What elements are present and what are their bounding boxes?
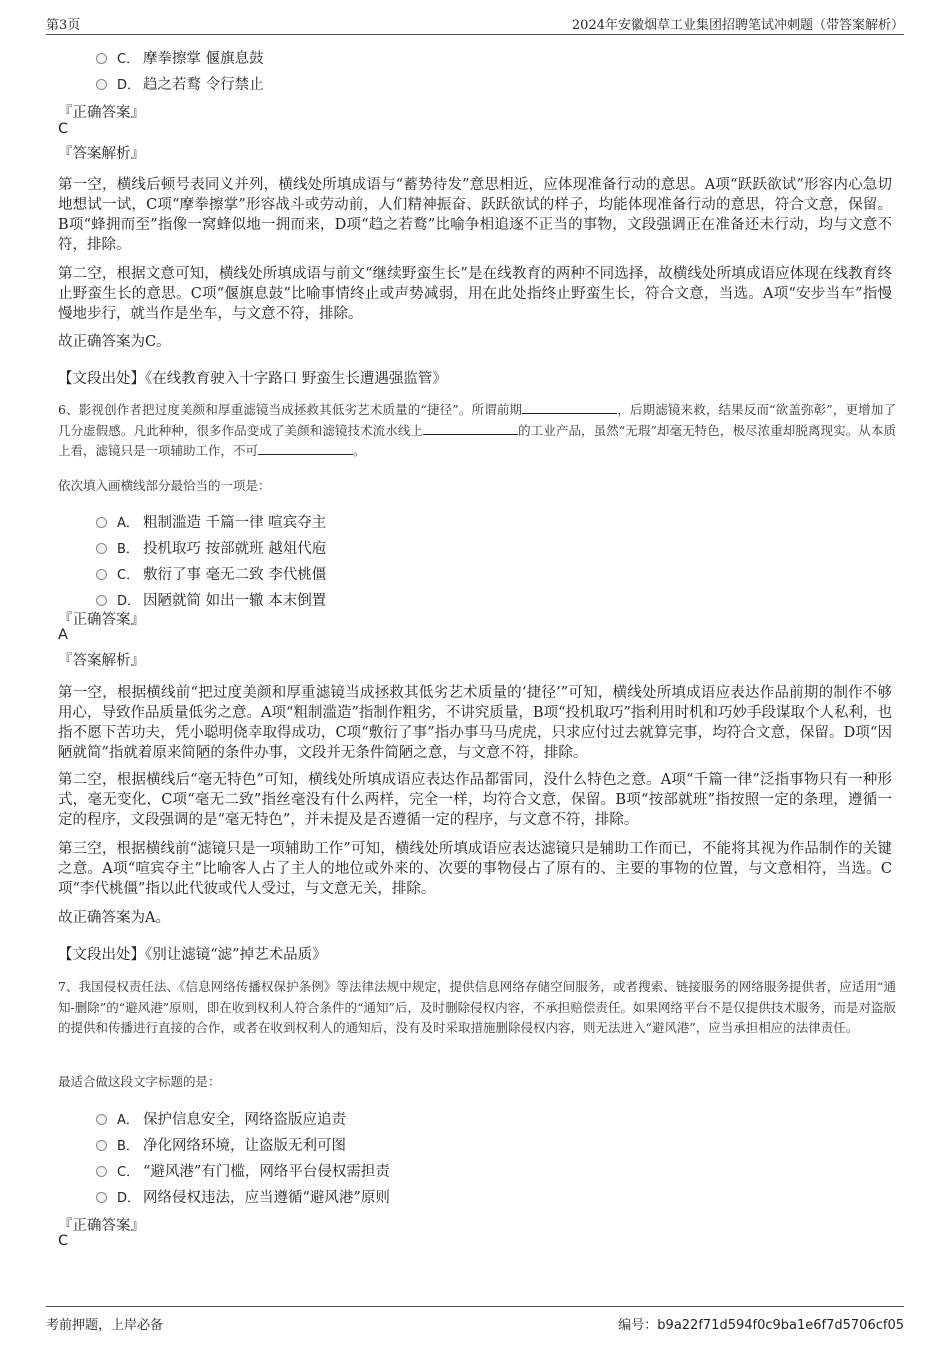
q7-options xyxy=(96,1108,390,1212)
radio-icon[interactable] xyxy=(96,1166,107,1177)
q6-source: 【文段出处】《别让滤镜“滤”掉艺术品质》 xyxy=(58,947,327,963)
q7-option-b[interactable]: B． 净化网络环境，让盗版无利可图 xyxy=(96,1134,390,1160)
page-number: 第3页 xyxy=(46,18,81,33)
q5-analysis-label: 『答案解析』 xyxy=(58,146,145,162)
answer-blank xyxy=(258,442,353,455)
q6-option-d[interactable]: D． 因陋就简 如出一辙 本末倒置 xyxy=(96,589,326,615)
q6-analysis-paragraph: 第一空，根据横线前“把过度美颜和厚重滤镜当成拯救其低劣艺术质量的‘捷径’”可知，横线处所填成语应表达作品前期的制作不够用心，导致作品质量低劣之意。A项“粗制滥造”指制作粗劣，不讲究质量，B项“投机取巧”指利用时机和巧妙手段谋取个人私利，也指不愿下苦功夫，凭小聪明侥幸取得成功，C项“敷衍了事”指办事马马虎虎，只求应付过去就算完事，均符合文意，保留。D项“因陋就简”指就着原来简陋的条件办事，文段并无条件简陋之意，与文意不符，排除。 xyxy=(58,685,892,761)
q7-answer-label: 『正确答案』 xyxy=(58,1218,145,1234)
document-code: 编号：b9a22f71d594f0c9ba1e6f7d5706cf05 xyxy=(618,1318,904,1333)
q7-option-d[interactable]: D． 网络侵权违法，应当遵循“避风港”原则 xyxy=(96,1186,390,1212)
q5-options xyxy=(96,47,264,99)
radio-icon[interactable] xyxy=(96,1140,107,1151)
radio-icon[interactable] xyxy=(96,595,107,606)
q5-option-d[interactable]: D． 趋之若鹜 令行禁止 xyxy=(96,73,264,99)
radio-icon[interactable] xyxy=(96,569,107,580)
q6-analysis-paragraph: 第三空，根据横线前“滤镜只是一项辅助工作”可知，横线处所填成语应表达滤镜只是辅助工作而已，不能将其视为作品制作的关键之意。A项“喧宾夺主”比喻客人占了主人的地位或外来的、次要的事物侵占了原有的、主要的事物的位置，与文意相符，当选。C项“李代桃僵”指以此代彼或代人受过，与文意无关，排除。 xyxy=(58,841,892,897)
q7-option-a[interactable]: A． 保护信息安全，网络盗版应追责 xyxy=(96,1108,390,1134)
q7-prompt: 最适合做这段文字标题的是： xyxy=(58,1074,221,1089)
footer-slogan: 考前押题，上岸必备 xyxy=(46,1318,164,1333)
q6-option-a[interactable]: A． 粗制滥造 千篇一律 喧宾夺主 xyxy=(96,511,326,537)
radio-icon[interactable] xyxy=(96,1192,107,1203)
q5-conclusion: 故正确答案为C。 xyxy=(58,334,171,350)
radio-icon[interactable] xyxy=(96,517,107,528)
radio-icon[interactable] xyxy=(96,79,107,90)
radio-icon[interactable] xyxy=(96,53,107,64)
q7-answer: C xyxy=(58,1233,69,1249)
q5-analysis-paragraph: 第一空，横线后顿号表同义并列，横线处所填成语与“蓄势待发”意思相近，应体现准备行动的意思。A项“跃跃欲试”形容内心急切地想试一试，C项“摩拳擦掌”形容战斗或劳动前，人们精神振奋、跃跃欲试的样子，均能体现准备行动的意思，符合文意，保留。B项“蜂拥而至”指像一窝蜂似地一拥而来，D项“趋之若鹜”比喻争相追逐不正当的事物，文段强调正在准备还未行动，均与文意不符，排除。 xyxy=(58,177,892,253)
q7-option-c[interactable]: C． “避风港”有门槛，网络平台侵权需担责 xyxy=(96,1160,390,1186)
q5-analysis-paragraph: 第二空，根据文意可知，横线处所填成语与前文“继续野蛮生长”是在线教育的两种不同选择，故横线处所填成语应体现在线教育终止野蛮生长的意思。C项“偃旗息鼓”比喻事情终止或声势减弱，用在此处指终止野蛮生长，符合文意，当选。A项“安步当车”指慢慢地步行，就当作是坐车，与文意不符，排除。 xyxy=(58,266,892,322)
q6-analysis-label: 『答案解析』 xyxy=(58,653,145,669)
page-header xyxy=(46,12,904,35)
q6-option-b[interactable]: B． 投机取巧 按部就班 越俎代庖 xyxy=(96,537,326,563)
q5-source: 【文段出处】《在线教育驶入十字路口 野蛮生长遭遇强监管》 xyxy=(58,371,447,387)
q7-stem: 7、我国侵权责任法、《信息网络传播权保护条例》等法律法规中规定，提供信息网络存储空间服务，或者搜索、链接服务的网络服务提供者，应适用“通知-删除”的“避风港”原则，即在收到权利人符合条件的“通知”后，及时删除侵权内容，不承担赔偿责任。如果网络平台不是仅提供技术服务，而是对盗版的提供和传播进行直接的合作，或者在收到权利人的通知后，没有及时采取措施删除侵权内容，则无法进入“避风港”，应当承担相应的法律责任。 xyxy=(58,979,896,1035)
q6-stem: 6、影视创作者把过度美颜和厚重滤镜当成拯救其低劣艺术质量的“捷径”。所谓前期 ，后期滤镜来救，结果反而“欲盖弥彰”，更增加了几分虚假感。凡此种种，很多作品变成了美颜和滤镜技术流水线上 的工业产品，虽然“无瑕”却毫无特色，极尽浓重却脱离现实。从本质上看，滤镜只是一项辅助工作，不可 。 xyxy=(58,402,896,458)
q6-answer-label: 『正确答案』 xyxy=(58,612,145,628)
radio-icon[interactable] xyxy=(96,1114,107,1125)
q6-conclusion: 故正确答案为A。 xyxy=(58,910,170,926)
q5-answer: C xyxy=(58,121,69,137)
q6-prompt: 依次填入画横线部分最恰当的一项是： xyxy=(58,478,271,493)
answer-blank xyxy=(522,401,617,414)
radio-icon[interactable] xyxy=(96,543,107,554)
q6-answer: A xyxy=(58,627,68,643)
answer-blank xyxy=(423,422,518,435)
q6-analysis-paragraph: 第二空，根据横线后“毫无特色”可知，横线处所填成语应表达作品都雷同，没什么特色之意。A项“千篇一律”泛指事物只有一种形式，毫无变化，C项“毫无二致”指丝毫没有什么两样，完全一样，均符合文意，保留。B项“按部就班”指按照一定的条理，遵循一定的程序，文段强调的是“毫无特色”，并未提及是否遵循一定的程序，与文意不符，排除。 xyxy=(58,772,892,828)
q6-options xyxy=(96,511,326,615)
q5-answer-label: 『正确答案』 xyxy=(58,105,145,121)
q6-option-c[interactable]: C． 敷衍了事 毫无二致 李代桃僵 xyxy=(96,563,326,589)
page-footer xyxy=(46,1306,904,1335)
document-title: 2024年安徽烟草工业集团招聘笔试冲刺题（带答案解析） xyxy=(571,18,904,33)
q5-option-c[interactable]: C． 摩拳擦掌 偃旗息鼓 xyxy=(96,47,264,73)
